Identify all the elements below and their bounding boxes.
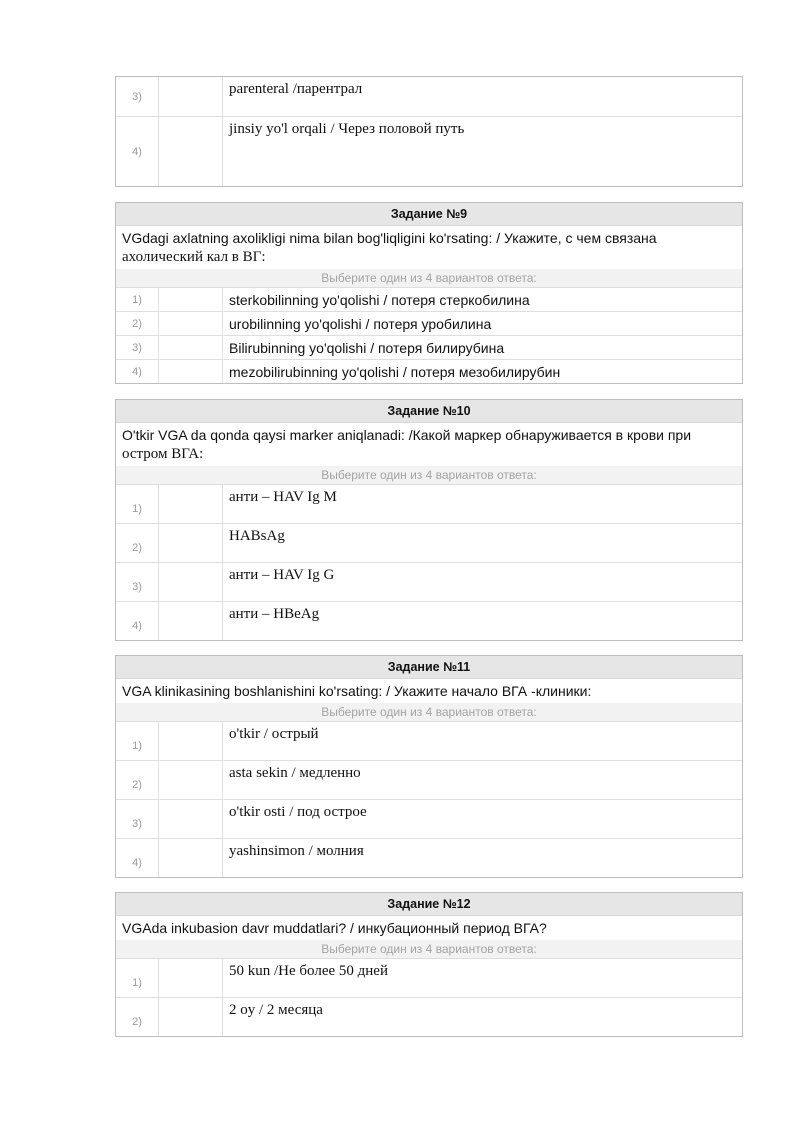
- answer-mark-cell[interactable]: [159, 117, 223, 186]
- option-text: Bilirubinning yo'qolishi / потеря билирубина: [229, 339, 505, 356]
- question-line: остром ВГА:: [122, 446, 204, 462]
- option-number: 3): [116, 336, 159, 359]
- question-line: O'tkir VGA da qonda qaysi marker aniqlanadi: /Какой маркер обнаруживается в крови при: [122, 427, 692, 443]
- answer-mark-cell[interactable]: [159, 485, 223, 523]
- option-number: 2): [116, 761, 159, 799]
- option-text: urobilinning yo'qolishi / потеря уробилина: [229, 315, 492, 332]
- answer-mark-cell[interactable]: [159, 312, 223, 335]
- option-number: 4): [116, 839, 159, 877]
- task-title: Задание №12: [116, 893, 742, 916]
- answer-mark-cell[interactable]: [159, 602, 223, 640]
- task-8-options-continued: [115, 76, 743, 187]
- option-row[interactable]: [116, 116, 742, 186]
- option-text: анти – HAV Ig M: [229, 489, 337, 505]
- answer-mark-cell[interactable]: [159, 761, 223, 799]
- option-number: 1): [116, 959, 159, 997]
- option-number: 4): [116, 117, 159, 186]
- option-row[interactable]: [116, 838, 742, 877]
- option-row[interactable]: [116, 721, 742, 760]
- answer-hint: Выберите один из 4 вариантов ответа:: [116, 269, 742, 287]
- answer-mark-cell[interactable]: [159, 839, 223, 877]
- answer-mark-cell[interactable]: [159, 959, 223, 997]
- option-text: asta sekin / медленно: [229, 765, 361, 781]
- task-title: Задание №10: [116, 400, 742, 423]
- option-row[interactable]: [116, 484, 742, 523]
- option-row[interactable]: [116, 335, 742, 359]
- question-text: [116, 679, 742, 703]
- option-text: sterkobilinning yo'qolishi / потеря стеркобилина: [229, 291, 530, 308]
- answer-mark-cell[interactable]: [159, 722, 223, 760]
- answer-mark-cell[interactable]: [159, 360, 223, 383]
- option-text: 2 oy / 2 месяца: [229, 1002, 323, 1018]
- option-row[interactable]: [116, 359, 742, 383]
- question-text: [116, 423, 742, 466]
- option-text: анти – HAV Ig G: [229, 567, 335, 583]
- option-row[interactable]: [116, 523, 742, 562]
- task-12: [115, 892, 743, 1037]
- question-line: VGAda inkubasion davr muddatlari? / инкубационный период ВГА?: [122, 920, 547, 936]
- option-number: 2): [116, 998, 159, 1036]
- option-number: 3): [116, 800, 159, 838]
- option-number: 3): [116, 563, 159, 601]
- option-row[interactable]: [116, 562, 742, 601]
- option-number: 4): [116, 602, 159, 640]
- answer-mark-cell[interactable]: [159, 524, 223, 562]
- answer-hint: Выберите один из 4 вариантов ответа:: [116, 703, 742, 721]
- option-text: HABsAg: [229, 528, 285, 544]
- task-11: [115, 655, 743, 878]
- option-row[interactable]: [116, 958, 742, 997]
- option-row[interactable]: [116, 760, 742, 799]
- task-9: [115, 202, 743, 384]
- answer-mark-cell[interactable]: [159, 800, 223, 838]
- option-number: 1): [116, 485, 159, 523]
- option-text: jinsiy yo'l orqali / Через половой путь: [229, 121, 465, 137]
- option-row[interactable]: [116, 311, 742, 335]
- answer-mark-cell[interactable]: [159, 288, 223, 311]
- answer-hint: Выберите один из 4 вариантов ответа:: [116, 466, 742, 484]
- option-text: parenteral /парентрал: [229, 81, 363, 97]
- option-number: 2): [116, 312, 159, 335]
- answer-mark-cell[interactable]: [159, 336, 223, 359]
- option-row[interactable]: [116, 799, 742, 838]
- option-row[interactable]: [116, 997, 742, 1036]
- question-text: [116, 916, 742, 940]
- task-10: [115, 399, 743, 641]
- option-number: 1): [116, 722, 159, 760]
- option-number: 2): [116, 524, 159, 562]
- option-number: 3): [116, 77, 159, 116]
- option-row[interactable]: [116, 601, 742, 640]
- option-number: 1): [116, 288, 159, 311]
- answer-mark-cell[interactable]: [159, 77, 223, 116]
- task-title: Задание №9: [116, 203, 742, 226]
- question-line: VGA klinikasining boshlanishini ko'rsating: / Укажите начало ВГА -клиники:: [122, 683, 592, 699]
- question-text: [116, 226, 742, 269]
- answer-mark-cell[interactable]: [159, 563, 223, 601]
- option-text: анти – HBeAg: [229, 606, 320, 622]
- option-row[interactable]: [116, 77, 742, 116]
- option-text: o'tkir / острый: [229, 726, 319, 742]
- option-text: o'tkir osti / под острое: [229, 804, 367, 820]
- option-row[interactable]: [116, 287, 742, 311]
- question-line: VGdagi axlatning axolikligi nima bilan bog'liqligini ko'rsating: / Укажите, с чем связана: [122, 230, 657, 246]
- option-text: 50 kun /Не более 50 дней: [229, 963, 388, 979]
- answer-mark-cell[interactable]: [159, 998, 223, 1036]
- task-title: Задание №11: [116, 656, 742, 679]
- question-line: ахолический кал в ВГ:: [122, 249, 266, 265]
- option-text: yashinsimon / молния: [229, 843, 364, 859]
- option-number: 4): [116, 360, 159, 383]
- answer-hint: Выберите один из 4 вариантов ответа:: [116, 940, 742, 958]
- option-text: mezobilirubinning yo'qolishi / потеря мезобилирубин: [229, 363, 561, 380]
